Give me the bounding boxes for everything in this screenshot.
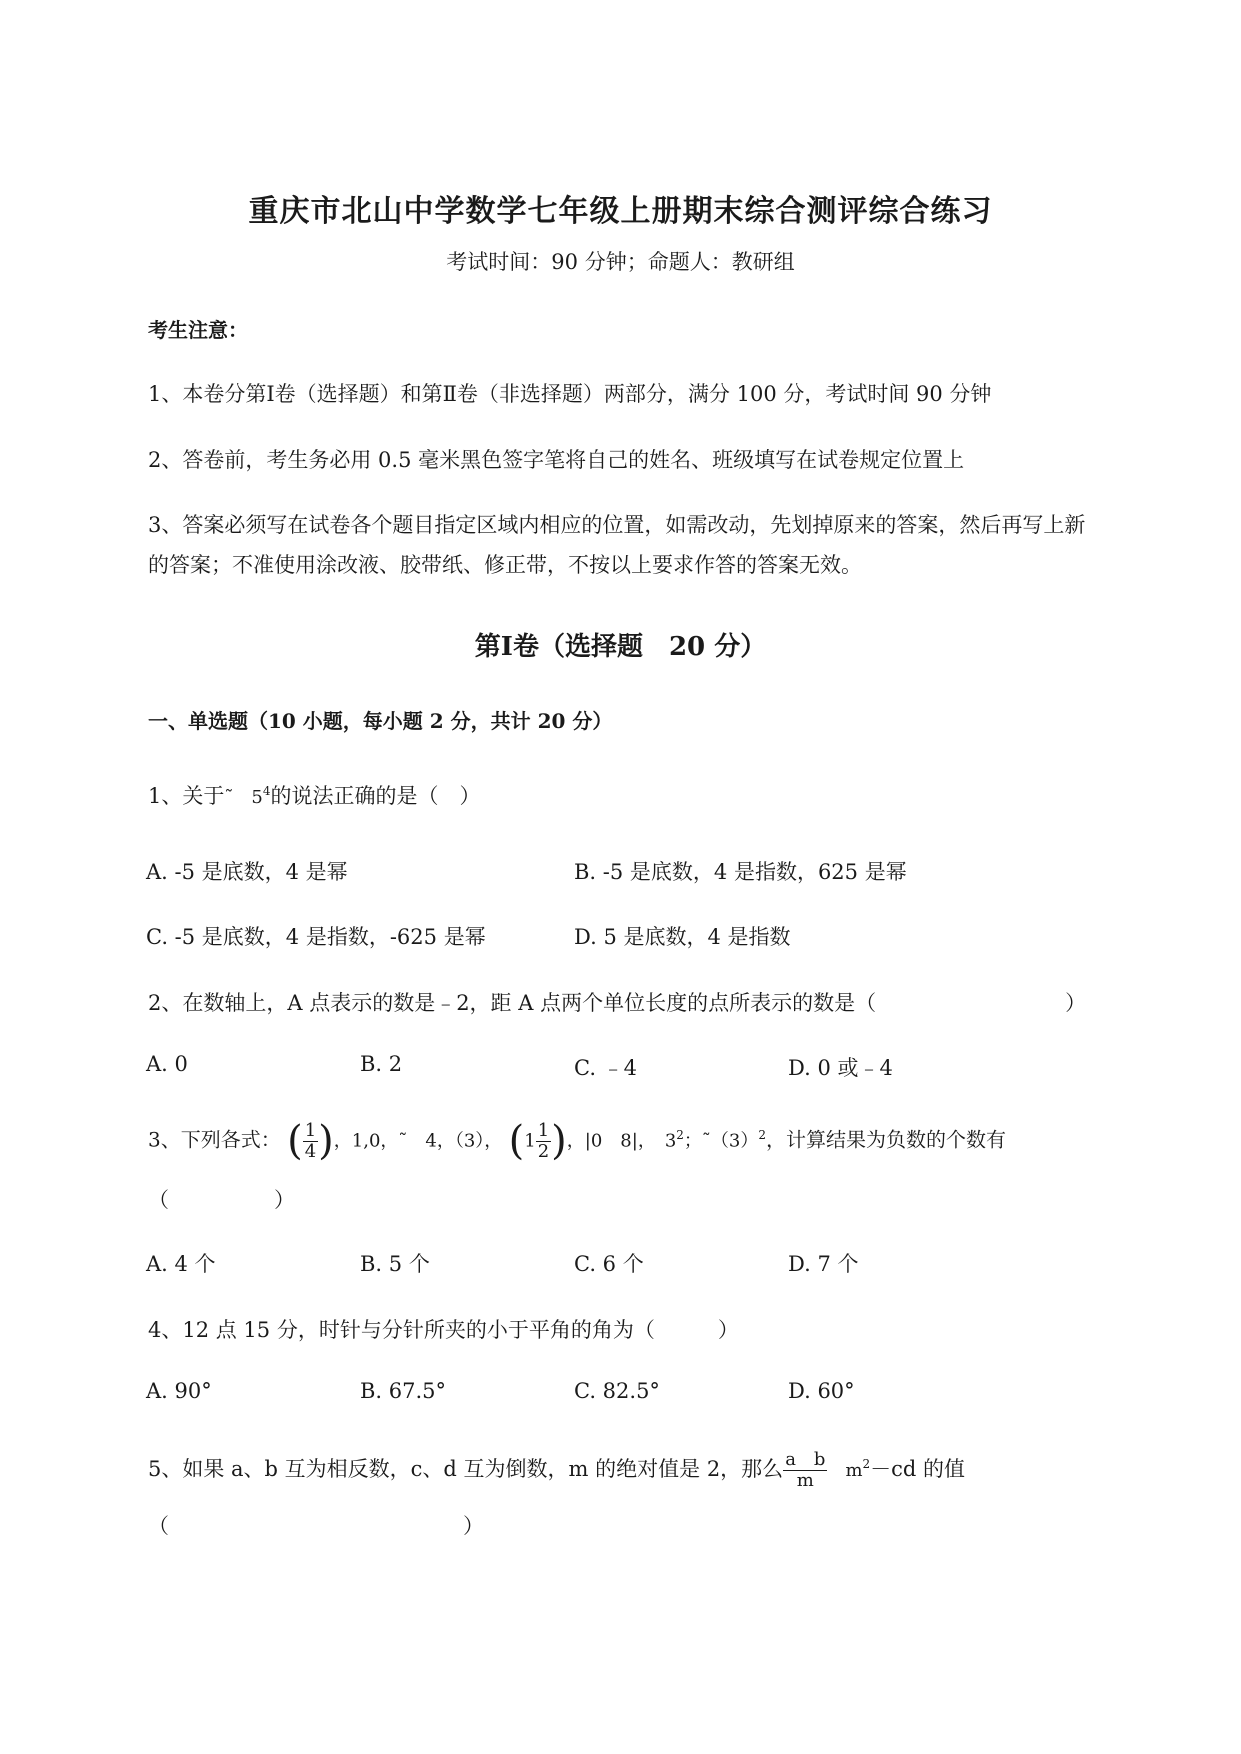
q4-option-d[interactable]: D. 60°: [788, 1379, 855, 1403]
q4-option-c[interactable]: C. 82.5°: [574, 1379, 660, 1403]
q1-prefix: 1、关于: [148, 784, 225, 808]
q5-suffix: －cd 的值: [870, 1456, 966, 1481]
q2-option-b[interactable]: B. 2: [360, 1052, 403, 1076]
q3-option-a[interactable]: A. 4 个: [146, 1252, 216, 1276]
q3-fraction-2: $\frac{1}{2}$: [537, 1119, 550, 1162]
notice-item-1: 1、本卷分第Ⅰ卷（选择题）和第Ⅱ卷（非选择题）两部分，满分 100 分，考试时间 90 分钟: [148, 382, 992, 406]
q4-option-a[interactable]: A. 90°: [146, 1379, 212, 1403]
q5-answer-paren: （ ）: [148, 1514, 484, 1538]
q3-option-d[interactable]: D. 7 个: [788, 1252, 859, 1276]
q3-middle-1: ，1,0，˜ 4，（3），: [333, 1130, 503, 1152]
exam-info: 考试时间：90 分钟；命题人：教研组: [446, 250, 795, 274]
q3-mixed-whole: 1: [524, 1130, 536, 1152]
q2-option-c[interactable]: C. ﹣4: [574, 1056, 638, 1080]
q3-exponent-2: 2: [676, 1127, 684, 1142]
q5-exponent: 2: [862, 1456, 871, 1471]
q3-answer-paren: （ ）: [148, 1188, 295, 1212]
q5-prefix: 5、如果 a、b 互为相反数，c、d 互为倒数，m 的绝对值是 2，那么: [148, 1456, 784, 1481]
question-5-stem: [148, 1450, 965, 1491]
q5-expression: m: [827, 1459, 863, 1481]
part-heading: 一、单选题（10 小题，每小题 2 分，共计 20 分）: [148, 709, 613, 733]
notice-item-3-continued: 的答案；不准使用涂改液、胶带纸、修正带，不按以上要求作答的答案无效。: [148, 553, 862, 577]
question-2-stem: 2、在数轴上，A 点表示的数是﹣2，距 A 点两个单位长度的点所表示的数是（ ）: [148, 991, 1087, 1015]
q3-middle-3: ；˜（3）: [683, 1130, 759, 1152]
q2-option-d[interactable]: D. 0 或﹣4: [788, 1056, 893, 1080]
q3-right-paren: ): [318, 1118, 334, 1164]
q3-option-b[interactable]: B. 5 个: [360, 1252, 430, 1276]
q4-option-b[interactable]: B. 67.5°: [360, 1379, 447, 1403]
notice-heading: 考生注意：: [148, 318, 248, 342]
question-3-stem: [148, 1118, 1006, 1164]
q1-option-c[interactable]: C. -5 是底数，4 是指数，-625 是幂: [146, 925, 486, 949]
q1-suffix: 的说法正确的是（ ）: [270, 784, 481, 808]
q1-expression-exponent: 4: [262, 784, 271, 798]
q3-middle-2: ，|0 8|， 3: [566, 1130, 677, 1152]
q1-option-b[interactable]: B. -5 是底数，4 是指数，625 是幂: [574, 860, 907, 884]
q2-option-a[interactable]: A. 0: [146, 1052, 188, 1076]
q5-fraction: $\frac{\text{a b}}{m}$: [785, 1449, 826, 1491]
q3-left-paren: (: [287, 1118, 303, 1164]
q1-option-a[interactable]: A. -5 是底数，4 是幂: [146, 860, 348, 884]
section-title: 第Ⅰ卷（选择题 20 分）: [474, 632, 767, 662]
notice-item-2: 2、答卷前，考生务必用 0.5 毫米黑色签字笔将自己的姓名、班级填写在试卷规定位置上: [148, 448, 965, 472]
q3-exponent-3: 2: [758, 1127, 767, 1142]
question-4-stem: 4、12 点 15 分，时针与分针所夹的小于平角的角为（ ）: [148, 1318, 739, 1342]
notice-item-3: 3、答案必须写在试卷各个题目指定区域内相应的位置，如需改动，先划掉原来的答案，然后再写上新: [148, 513, 1086, 537]
page-title: 重庆市北山中学数学七年级上册期末综合测评综合练习: [248, 194, 993, 229]
q3-fraction-1: $\frac{1}{4}$: [304, 1119, 317, 1162]
q3-right-paren-2: ): [551, 1118, 567, 1164]
q1-option-d[interactable]: D. 5 是底数，4 是指数: [574, 925, 791, 949]
q3-suffix: ，计算结果为负数的个数有: [766, 1127, 1007, 1152]
q3-option-c[interactable]: C. 6 个: [574, 1252, 644, 1276]
q3-left-paren-2: (: [508, 1118, 525, 1164]
q3-prefix: 3、下列各式：: [148, 1127, 281, 1152]
q1-expression-base: ˜ 5: [224, 787, 263, 808]
question-1-stem: [148, 780, 480, 810]
